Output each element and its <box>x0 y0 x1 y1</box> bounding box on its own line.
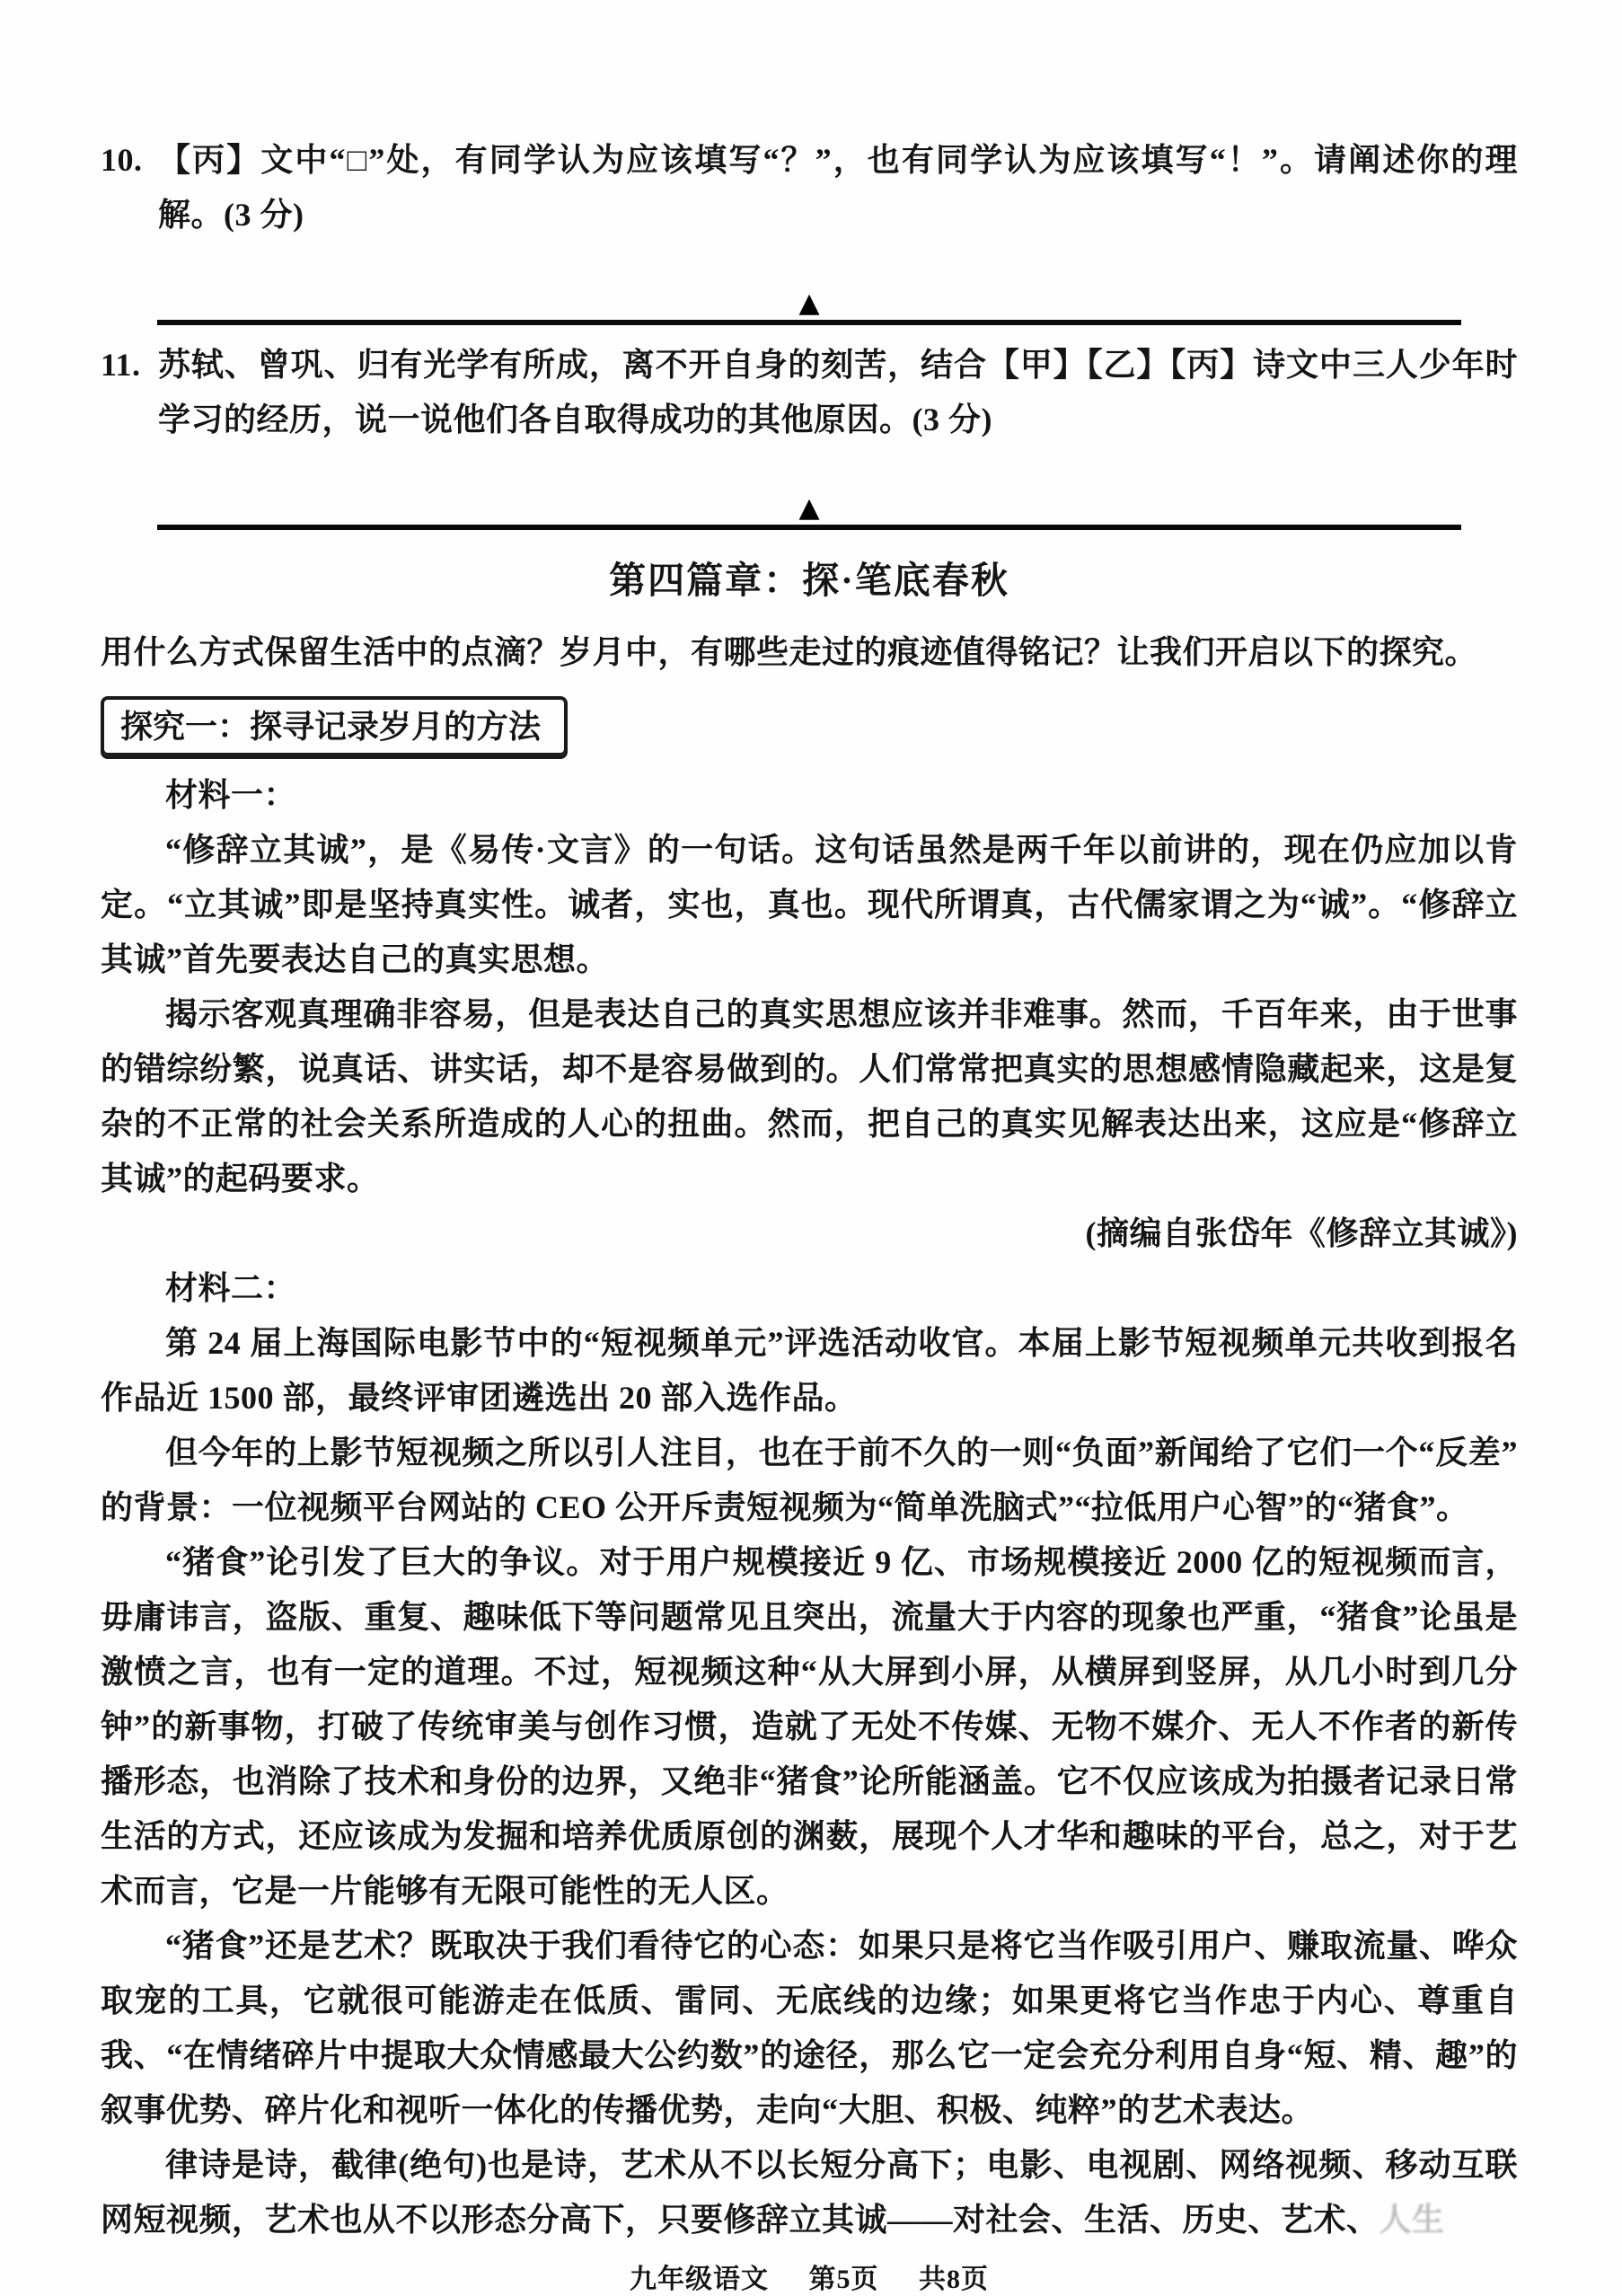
page-footer <box>101 2256 1518 2296</box>
material-two-paragraph: “猪食”论引发了巨大的争议。对于用户规模接近 9 亿、市场规模接近 2000 亿的短视频而言，毋庸讳言，盗版、重复、趣味低下等问题常见且突出，流量大于内容的现象也严重，“猪食”论虽是激愤之言，也有一定的道理。不过，短视频这种“从大屏到小屏，从横屏到竖屏，从几小时到几分钟”的新事物，打破了传统审美与创作习惯，造就了无处不传媒、无物不媒介、无人不作者的新传播形态，也消除了技术和身份的边界，又绝非“猪食”论所能涵盖。它不仅应该成为拍摄者记录日常生活的方式，还应该成为发掘和培养优质原创的渊薮，展现个人才华和趣味的平台，总之，对于艺术而言，它是一片能够有无限可能性的无人区。 <box>101 1544 1518 1909</box>
answer-zone-q10 <box>101 248 1518 325</box>
material-two-last-text: 律诗是诗，截律(绝句)也是诗，艺术从不以长短分高下；电影、电视剧、网络视频、移动互联网短视频，艺术也从不以形态分高下，只要修辞立其诚——对社会、生活、历史、艺术、 <box>101 2147 1518 2238</box>
question-11 <box>101 338 1518 447</box>
question-11-text: 苏轼、曾巩、归有光学有所成，离不开自身的刻苦，结合【甲】【乙】【丙】诗文中三人少年时学习的经历，说一说他们各自取得成功的其他原因。(3 分) <box>158 347 1518 437</box>
footer-course: 九年级语文 <box>630 2265 769 2294</box>
material-two-paragraph: 第 24 届上海国际电影节中的“短视频单元”评选活动收官。本届上影节短视频单元共收到报名作品近 1500 部，最终评审团遴选出 20 部入选作品。 <box>101 1325 1518 1416</box>
footer-page-total: 共8页 <box>919 2265 989 2294</box>
material-one-paragraph: “修辞立其诚”，是《易传·文言》的一句话。这句话虽然是两千年以前讲的，现在仍应加以肯定。“立其诚”即是坚持真实性。诚者，实也，真也。现代所谓真，古代儒家谓之为“诚”。“修辞立其诚”首先要表达自己的真实思想。 <box>101 832 1518 977</box>
material-two-paragraph: 但今年的上影节短视频之所以引人注目，也在于前不久的一则“负面”新闻给了它们一个“反差”的背景：一位视频平台网站的 CEO 公开斥责短视频为“简单洗脑式”“拉低用户心智”的“猪食”。 <box>101 1435 1518 1525</box>
material-one-label: 材料一： <box>165 777 297 813</box>
question-10-text: 【丙】文中“□”处，有同学认为应该填写“？”，也有同学认为应该填写“！”。请阐述你的理解。(3 分) <box>158 142 1518 233</box>
answer-marker-icon: ▲ <box>798 287 820 319</box>
answer-zone-q11 <box>101 453 1518 530</box>
material-one-attribution: (摘编自张岱年《修辞立其诚》) <box>1085 1215 1518 1251</box>
section-title: 第四篇章：探·笔底春秋 <box>609 560 1009 601</box>
footer-page-number: 第5页 <box>808 2265 879 2294</box>
answer-line <box>157 525 1461 530</box>
question-10-number: 10. <box>101 142 143 178</box>
material-one-paragraph: 揭示客观真理确非容易，但是表达自己的真实思想应该并非难事。然而，千百年来，由于世事的错综纷繁，说真话、讲实话，却不是容易做到的。人们常常把真实的思想感情隐藏起来，这是复杂的不正常的社会关系所造成的人心的扭曲。然而，把自己的真实见解表达出来，这应是“修辞立其诚”的起码要求。 <box>101 996 1518 1197</box>
material-two-paragraph: “猪食”还是艺术？既取决于我们看待它的心态：如果只是将它当作吸引用户、赚取流量、哗众取宠的工具，它就很可能游走在低质、雷同、无底线的边缘；如果更将它当作忠于内心、尊重自我、“在情绪碎片中提取大众情感最大公约数”的途径，那么它一定会充分利用自身“短、精、趣”的叙事优势、碎片化和视听一体化的传播优势，走向“大胆、积极、纯粹”的艺术表达。 <box>101 1928 1518 2128</box>
answer-marker-icon: ▲ <box>798 492 820 524</box>
task-box: 探究一：探寻记录岁月的方法 <box>101 696 568 759</box>
faded-cutoff-text: 人生 <box>1379 2202 1445 2238</box>
material-two-paragraph-last <box>101 2138 1518 2247</box>
answer-line <box>157 320 1461 325</box>
question-11-number: 11. <box>101 347 141 383</box>
question-10 <box>101 133 1518 243</box>
material-two-label: 材料二： <box>165 1270 297 1306</box>
section-intro: 用什么方式保留生活中的点滴？岁月中，有哪些走过的痕迹值得铭记？让我们开启以下的探究。 <box>101 634 1478 670</box>
